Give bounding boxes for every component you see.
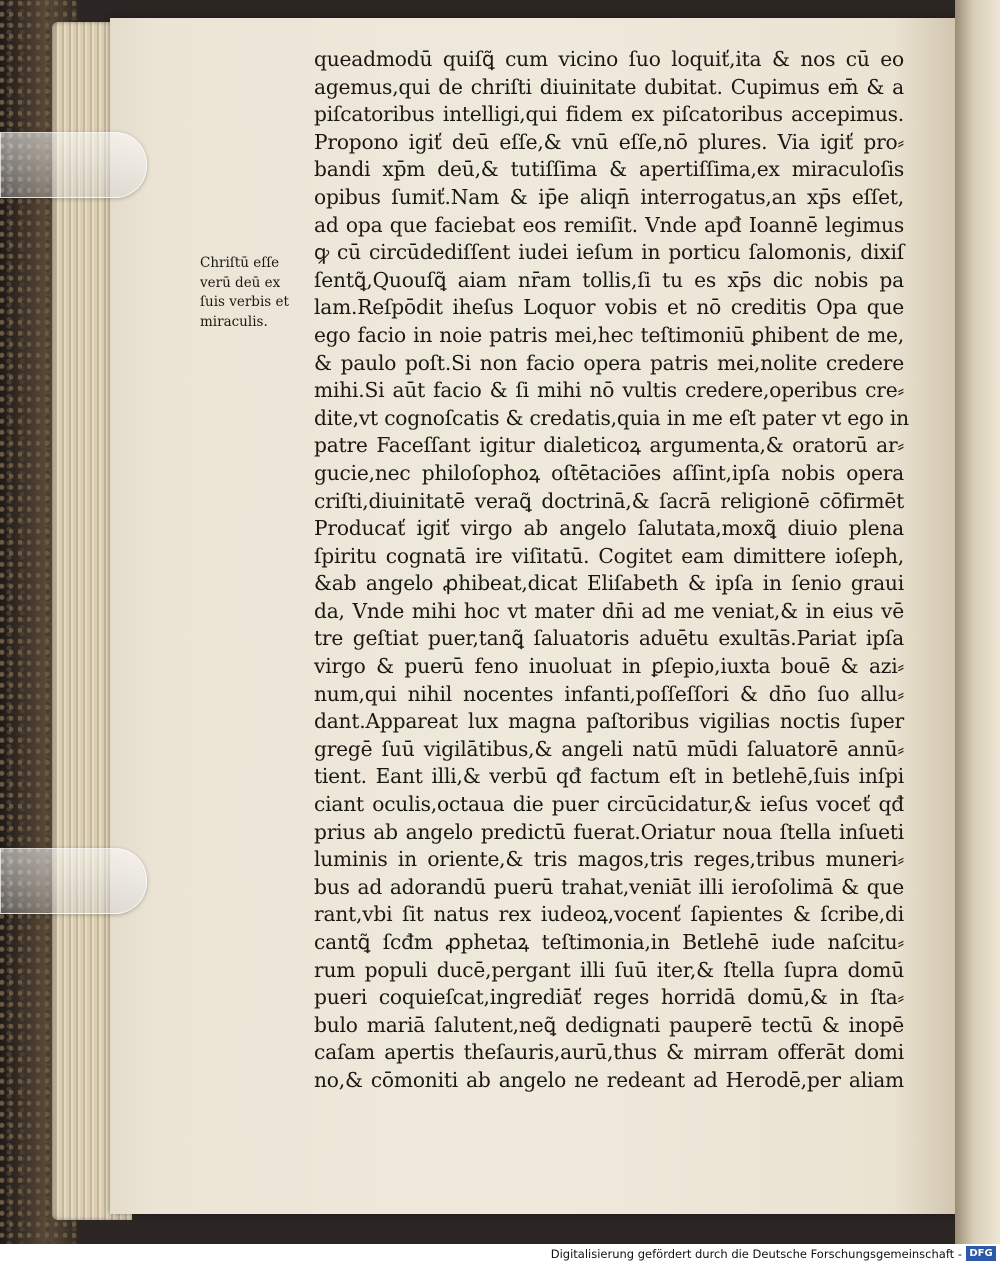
- text-line: bandi xp̄m deū,& tutiſſima & apertiſſima,ex miraculoſis: [314, 157, 904, 182]
- text-line: opibus ſumiť.Nam & ip̄e aliqn̄ interrogatus,an xp̄s eſſet,: [314, 184, 904, 209]
- text-line: tient. Eant illi,& verbū qđ factum eſt in betlehē,ſuis inſpi: [314, 764, 904, 789]
- marginal-note-line: verū deū ex: [200, 274, 281, 291]
- text-line: gucie,nec philoſophoꝝ oſtētaciōes aſſint,ipſa nobis opera: [314, 460, 904, 485]
- text-line: agemus,qui de chriſti diuinitate dubitat. Cupimus em̄ & a: [314, 74, 904, 99]
- text-line: bulo mariā ſalutent,neꝗ͂ dedignati pauperē tectū & inopē: [314, 1012, 904, 1037]
- text-line: pueri coquieſcat,ingrediāť reges horridā domū,& in ſta⸗: [314, 985, 904, 1010]
- text-line: no,& cōmoniti ab angelo ne redeant ad Herodē,per aliam: [314, 1067, 904, 1092]
- text-line: ſpiritu cognatā ire viſitatū. Cogitet eam dimittere ioſeph,: [314, 543, 904, 568]
- dfg-logo: DFG: [966, 1246, 996, 1261]
- text-line: dant.Appareat lux magna paſtoribus vigilias noctis ſuper: [314, 709, 904, 734]
- marginal-note: [200, 254, 312, 332]
- text-line: da, Vnde mihi hoc vt mater dn̄i ad me veniat,& in eius vē: [314, 598, 904, 623]
- text-line: luminis in oriente,& tris magos,tris reges,tribus muneri⸗: [314, 847, 904, 872]
- text-line: caſam apertis theſauris,aurū,thus & mirram offerāt domi: [314, 1040, 904, 1065]
- text-line: ꝙ cū circūdediſſent iudei ieſum in porticu ſalomonis, dixiſ: [314, 240, 904, 265]
- book-gutter: [955, 0, 1000, 1244]
- text-line: rum populi ducē,pergant illi ſuū iter,& ſtella ſupra domū: [314, 957, 904, 982]
- text-line: virgo & puerū feno inuoluat in ꝑſepio,iuxta bouē & azi⸗: [314, 654, 904, 679]
- text-line: gregē ſuū vigilātibus,& angeli natū mūdi ſaluatorē annū⸗: [314, 736, 904, 761]
- text-line: patre Faceſſant igitur dialeticoꝝ argumenta,& oratorū ar⸗: [314, 433, 904, 458]
- text-line: tre geſtiat puer,tanꝗ͂ ſaluatoris aduētu exultās.Pariat ipſa: [314, 626, 904, 651]
- page-clip-top: [0, 132, 147, 198]
- text-line: dite,vt cognoſcatis & credatis,quia in me eſt pater vt ego in: [314, 405, 909, 430]
- marginal-note-line: ſuis verbis et: [200, 294, 289, 311]
- text-line: cantꝗ͂ ſcđm ꝓphetaꝝ teſtimonia,in Betlehē iude naſcitu⸗: [314, 930, 904, 954]
- text-line: bus ad adorandū puerū trahat,veniāt illi ieroſolimā & que: [314, 874, 904, 899]
- main-text-block: [314, 46, 909, 1095]
- page-clip-bottom: [0, 848, 147, 914]
- text-line: mihi.Si aūt facio & ſi mihi nō vultis credere,operibus cre⸗: [314, 378, 904, 403]
- text-line: ſentꝗ͂,Quouſꝗ͂ aiam nr̄am tollis,ſi tu es xp̄s dic nobis pa: [314, 267, 904, 292]
- footer-bar: [0, 1244, 1000, 1264]
- text-line: lam.Reſpōdit iheſus Loquor vobis et nō creditis Opa que: [314, 295, 904, 320]
- text-line: ad opa que faciebat eos remiſit. Vnde apđ Ioannē legimus: [314, 212, 904, 237]
- text-line: ego facio in noie patris mei,hec teſtimoniū ꝑhibent de me,: [314, 322, 904, 347]
- text-line: ciant oculis,octaua die puer circūcidatur,& ieſus voceť qđ: [314, 792, 904, 817]
- text-line: piſcatoribus intelligi,qui fidem ex piſcatoribus accepimus.: [314, 102, 904, 127]
- text-line: Propono igiť deū eſſe,& vnū eſſe,nō plures. Via igiť pro⸗: [314, 129, 904, 154]
- text-line: num,qui nihil nocentes infanti,poſſeſſori & dn̄o ſuo allu⸗: [314, 681, 904, 706]
- marginal-note-line: miraculis.: [200, 313, 268, 330]
- funding-credit: Digitalisierung gefördert durch die Deutsche Forschungsgemeinschaft -: [550, 1247, 962, 1261]
- text-line: rant,vbi ſit natus rex iudeoꝝ,vocenť ſapientes & ſcribe,di: [314, 902, 904, 927]
- text-line: prius ab angelo predictū fuerat.Oriatur noua ſtella inſueti: [314, 819, 904, 844]
- text-line: Producať igiť virgo ab angelo ſalutata,moxꝗ͂ diuio plena: [314, 516, 904, 541]
- marginal-note-line: Chriſtū eſſe: [200, 255, 280, 271]
- text-line: &ab angelo ꝓhibeat,dicat Eliſabeth & ipſa in ſenio graui: [314, 571, 904, 596]
- text-line: criſti,diuinitatē veraꝗ͂ doctrinā,& ſacrā religionē cōfirmēt: [314, 488, 904, 513]
- text-line: queadmodū quiſꝗ͂ cum vicino ſuo loquiť,ita & nos cū eo: [314, 47, 904, 71]
- text-line: & paulo poſt.Si non facio opera patris mei,nolite credere: [314, 350, 904, 375]
